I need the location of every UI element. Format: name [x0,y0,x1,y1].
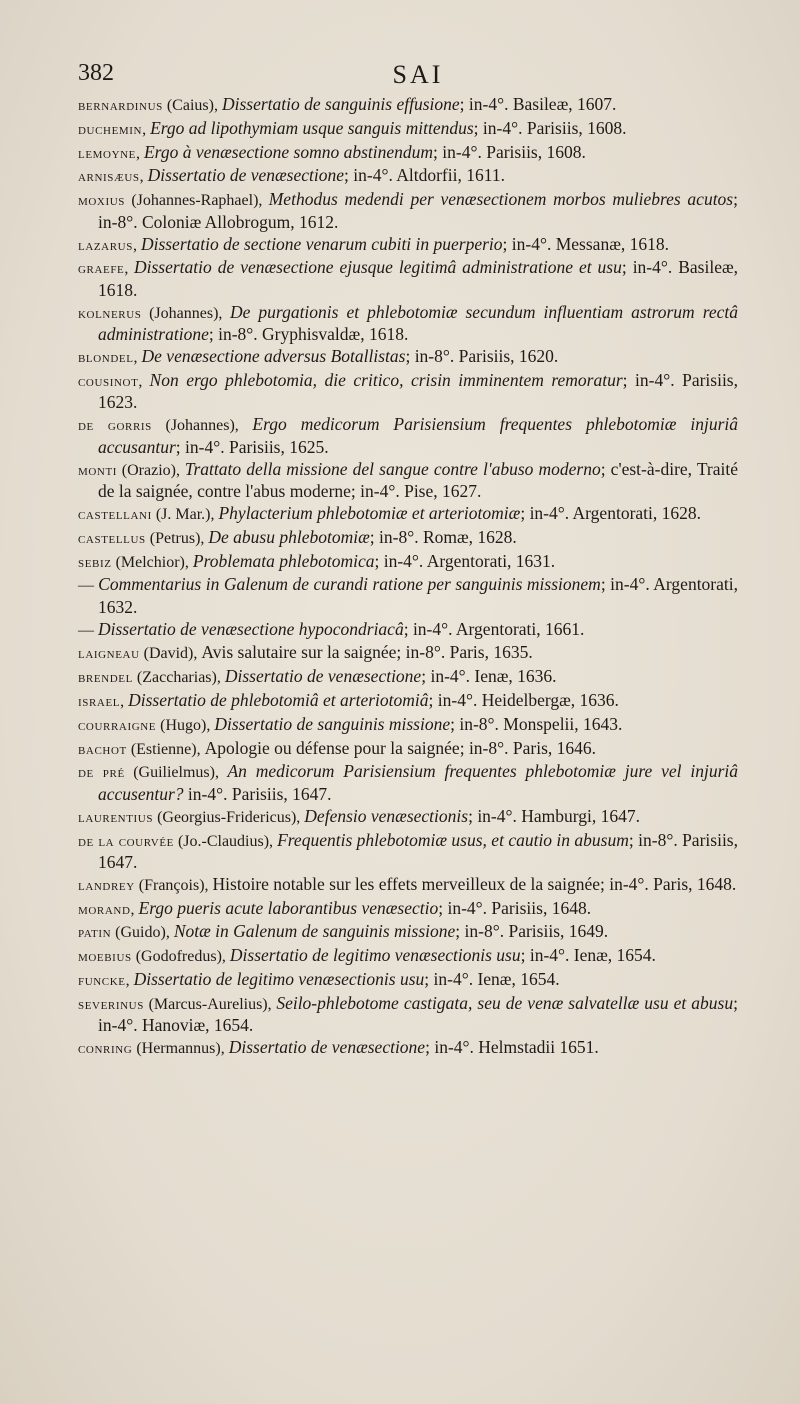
entry-note: (Orazio), [117,461,185,479]
entry-note: (François), [134,876,213,894]
entry-imprint: ; in-4°. Argentorati, 1632. [98,574,739,617]
entry-title: De abusu phlebotomiæ [208,526,370,547]
entry-note: (Guido), [111,924,174,942]
entry-title: Notæ in Galenum de sanguinis missione [173,921,456,942]
entry-title: Dissertatio de sanguinis missione [214,713,451,734]
entry-author: moxius [78,192,125,210]
bibliography-entry [78,993,738,1036]
entry-author: conring [78,1040,133,1058]
entry-note: , [130,900,139,918]
entry-imprint: ; in-8°. Parisiis, 1649. [455,921,609,942]
entry-note: (J. Mar.), [151,505,219,523]
bibliography-entry [78,118,738,141]
entry-note: , [142,120,151,138]
entry-imprint: ; in-4°. Parisiis, 1623. [98,369,738,413]
entry-title: Dissertatio de venæsectione [224,666,422,687]
entry-note: (Guilielmus), [124,764,228,782]
entry-imprint: ; in-4°. Argentorati, 1661. [403,618,585,639]
entry-title: Dissertatio de sectione venarum cubiti in puerperio [140,233,503,254]
entry-author: graefe [78,260,125,278]
bibliography-entry [78,830,738,873]
entry-note: , [133,349,142,367]
entry-imprint: ; in-8°. Gryphisvaldæ, 1618. [208,324,409,345]
entry-note: , [124,260,134,278]
entry-author: landrey [78,876,135,894]
entry-title: Dissertatio de venæsectione hypocondriacâ [98,618,404,639]
bibliography-entry [78,806,738,829]
entry-title: Dissertatio de venæsectione [228,1037,426,1058]
entry-note: , [139,168,148,186]
bibliography-entry [78,165,738,188]
entry-title: Seilo-phlebotome castigata, seu de venæ salvatellæ usu et abusu [276,992,734,1013]
bibliography-entry [78,921,738,944]
entry-author: severinus [78,995,144,1013]
entry-author: de gorris [78,417,152,435]
entry-author: duchemin [78,120,143,138]
entry-note: (Johannes-Raphael), [125,192,269,210]
entry-imprint: ; in-4°. Heidelbergæ, 1636. [428,690,619,710]
entry-author: morand [78,900,131,918]
entry-note: (Hugo), [156,716,215,734]
entry-note: (Caius), [162,97,222,114]
entry-author: patin [78,924,112,942]
entry-note: — [78,621,98,639]
entry-imprint: ; in-4°. Ienæ, 1636. [421,666,557,687]
entry-imprint: ; in-8°. Parisiis, 1620. [405,346,559,367]
entry-note: (Zaccharias), [132,669,225,687]
bibliography-entry [78,969,738,992]
entry-title: Problemata phlebotomica [192,550,375,571]
entry-title: Dissertatio de legitimo venæsectionis usu [133,969,425,989]
entry-author: israel [78,693,121,710]
running-head: SAI [392,60,444,89]
entry-author: blondel [78,349,134,367]
bibliography-entry [78,874,738,897]
entry-note: (Marcus-Aurelius), [143,995,277,1013]
bibliography-list [78,94,738,1061]
entry-imprint: ; in-4°. Argentorati, 1628. [520,502,702,523]
entry-imprint: ; in-4°. Ienæ, 1654. [520,945,656,966]
entry-title: Ergo à venæsectione somno abstinendum [143,141,434,162]
entry-note: (Georgius-Fridericus), [153,808,305,826]
bibliography-entry [78,94,738,117]
entry-author: castellus [78,529,146,547]
bibliography-entry [78,1037,738,1060]
entry-imprint: ; in-4°. Messanæ, 1618. [502,233,669,254]
entry-note: (Godofredus), [131,948,230,966]
bibliography-entry [78,302,738,345]
entry-title: De venæsectione adversus Botallistas [141,346,406,367]
entry-author: de la courvée [78,832,174,850]
entry-title: Ergo pueris acute laborantibus venæsectio [138,897,439,918]
entry-note: (David), [139,645,202,663]
entry-imprint: ; in-4°. Parisiis, 1648. [438,897,592,918]
entry-title: Dissertatio de legitimo venæsectionis usu [229,945,521,966]
entry-note: — [78,577,99,595]
entry-title: Dissertatio de sanguinis effusione [221,94,460,114]
entry-author: arnisæus [78,168,140,186]
entry-author: kolnerus [78,304,142,322]
bibliography-entry [78,527,738,550]
entry-imprint: Histoire notable sur les effets merveilleux de la saignée; in-4°. Paris, 1648. [212,873,737,894]
entry-title: Commentarius in Galenum de curandi ratione per sanguinis missionem [98,574,601,595]
entry-author: monti [78,461,118,479]
entry-imprint: ; in-8°. Romæ, 1628. [369,526,517,547]
bibliography-entry [78,189,738,232]
entry-imprint: in-4°. Parisiis, 1647. [183,783,332,804]
entry-author: funcke [78,972,126,989]
bibliography-entry [78,666,738,689]
entry-imprint: ; in-4°. Parisiis, 1608. [433,141,586,162]
entry-author: lazarus [78,236,133,254]
entry-note: (Petrus), [145,529,209,547]
bibliography-entry [78,257,738,300]
bibliography-entry [78,714,738,737]
entry-imprint: ; in-4°. Basileæ, 1618. [98,257,739,300]
entry-author: moebius [78,948,132,966]
entry-imprint: ; c'est-à-dire, Traité de la saignée, contre l'abus moderne; in-4°. Pise, 1627. [98,458,738,502]
entry-title: Phylacterium phlebotomiæ et arteriotomiæ [218,502,521,523]
entry-title: De purgationis et phlebotomiæ secundum influentiam astrorum rectâ administratione [98,301,738,345]
entry-author: bernardinus [78,97,163,114]
bibliography-entry [78,551,738,574]
bibliography-entry [78,503,738,526]
entry-author: bachot [78,740,127,758]
entry-author: brendel [78,669,133,687]
entry-author: castellani [78,505,152,523]
entry-note: (Johannes), [151,417,253,435]
entry-imprint: ; in-4°. Ienæ, 1654. [424,969,560,989]
entry-imprint: ; in-4°. Parisiis, 1625. [175,436,329,457]
entry-title: Ergo medicorum Parisiensium frequentes phlebotomiæ injuriâ accusantur [98,414,739,457]
bibliography-entry [78,761,738,804]
entry-title: Dissertatio de venæsectione ejusque legitimâ administratione et usu [133,257,622,278]
entry-imprint: ; in-4°. Hamburgi, 1647. [468,805,641,826]
entry-title: Frequentis phlebotomiæ usus, et cautio in abusum [277,829,629,850]
entry-imprint: ; in-8°. Coloniæ Allobrogum, 1612. [98,189,738,232]
bibliography-entry [78,142,738,165]
entry-title: Dissertatio de phlebotomiâ et arteriotomiâ [128,690,429,710]
entry-author: lemoyne [78,144,136,162]
entry-note: (Johannes), [141,304,231,322]
entry-author: cousinot [78,372,139,390]
entry-author: laurentius [78,808,154,826]
entry-note: (Melchior), [111,553,193,571]
entry-title: Non ergo phlebotomia, die critico, crisin imminentem remoratur [149,369,623,390]
entry-imprint: ; in-4°. Argentorati, 1631. [374,550,556,571]
entry-note: (Estienne), [126,740,205,758]
bibliography-entry [78,738,738,761]
entry-imprint: Avis salutaire sur la saignée; in-8°. Paris, 1635. [201,642,533,663]
entry-imprint: ; in-4°. Basileæ, 1607. [459,94,617,114]
page-header [78,60,738,94]
entry-author: de pré [78,764,125,782]
entry-author: courraigne [78,716,157,734]
entry-title: Defensio venæsectionis [304,805,469,826]
bibliography-entry [78,690,738,713]
entry-imprint: ; in-4°. Altdorfii, 1611. [344,165,505,186]
entry-author: laigneau [78,645,140,663]
bibliography-entry [78,574,738,617]
entry-imprint: ; in-4°. Parisiis, 1608. [473,117,627,138]
entry-imprint: ; in-8°. Monspelii, 1643. [450,713,623,734]
bibliography-entry [78,234,738,257]
bibliography-entry [78,370,738,413]
entry-note: (Jo.-Claudius), [173,832,278,850]
entry-title: Ergo ad lipothymiam usque sanguis mittendus [150,117,474,138]
entry-imprint: ; in-4°. Hanoviæ, 1654. [98,992,738,1036]
entry-note: , [120,693,129,710]
bibliography-entry [78,898,738,921]
bibliography-entry [78,414,738,457]
entry-imprint: ; in-8°. Parisiis, 1647. [98,829,738,873]
entry-title: Dissertatio de venæsectione [147,165,345,186]
entry-imprint: ; in-4°. Helmstadii 1651. [425,1037,599,1058]
entry-note: , [138,372,150,390]
bibliography-entry [78,642,738,665]
bibliography-entry [78,346,738,369]
entry-author: sebiz [78,553,112,571]
entry-note: , [132,236,141,254]
bibliography-entry [78,459,738,502]
bibliography-entry [78,945,738,968]
entry-note: (Hermannus), [132,1040,229,1058]
page-number: 382 [78,60,114,86]
entry-note: , [135,144,144,162]
entry-title: Methodus medendi per venæsectionem morbos muliebres acutos [268,189,734,210]
entry-note: , [125,972,134,989]
entry-imprint: Apologie ou défense pour la saignée; in-8°. Paris, 1646. [204,737,597,758]
entry-title: An medicorum Parisiensium frequentes phlebotomiæ jure vel injuriâ accusentur? [98,761,739,804]
entry-title: Trattato della missione del sangue contre l'abuso moderno [184,458,601,479]
bibliography-entry [78,619,738,642]
